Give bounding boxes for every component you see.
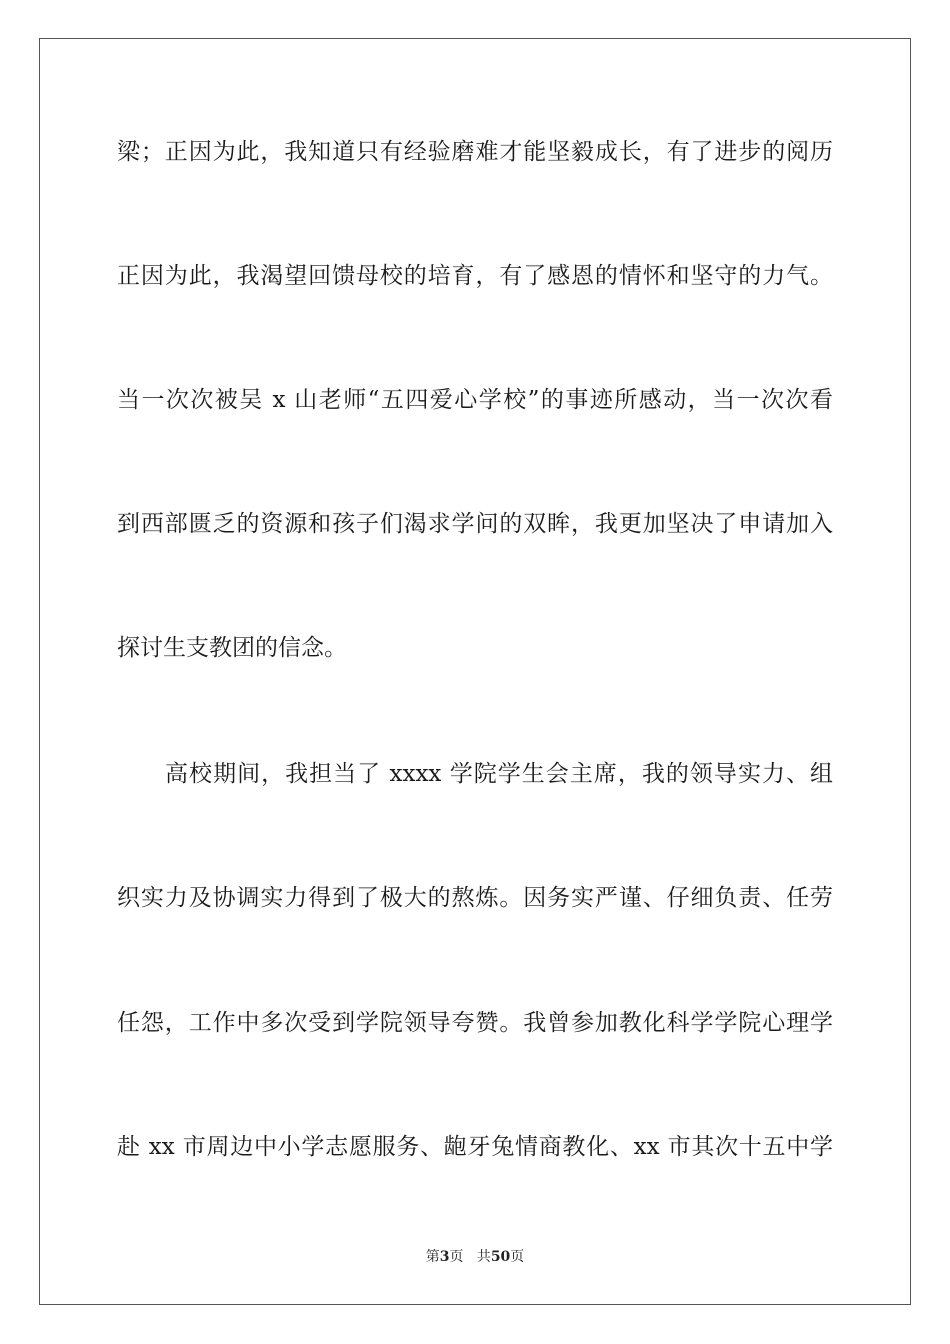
body-line-8: 任怨，工作中多次受到学院领导夸赞。我曾参加教化科学学院心理学 — [117, 1010, 833, 1036]
body-line-2: 正因为此，我渴望回馈母校的培育，有了感恩的情怀和坚守的力气。 — [117, 263, 833, 289]
footer-page-number: 3 — [439, 1249, 450, 1265]
footer-total-pages: 50 — [490, 1249, 511, 1265]
footer-page-suffix: 页 — [449, 1249, 464, 1265]
body-line-5: 探讨生支教团的信念。 — [117, 635, 347, 661]
footer-total-suffix: 页 — [510, 1249, 525, 1265]
body-line-7: 织实力及协调实力得到了极大的熬炼。因务实严谨、仔细负责、任劳 — [117, 885, 833, 911]
footer-prefix: 第 — [425, 1249, 440, 1265]
body-line-3: 当一次次被吴 x 山老师“五四爱心学校”的事迹所感动，当一次次看 — [117, 387, 833, 413]
body-line-6: 高校期间，我担当了 xxxx 学院学生会主席，我的领导实力、组 — [117, 761, 833, 787]
body-line-4: 到西部匮乏的资源和孩子们渴求学问的双眸，我更加坚决了申请加入 — [117, 511, 833, 537]
body-line-1: 梁；正因为此，我知道只有经验磨难才能坚毅成长，有了进步的阅历 — [117, 139, 833, 165]
footer-total-prefix: 共 — [476, 1249, 491, 1265]
page-border — [39, 38, 911, 1305]
body-line-9: 赴 xx 市周边中小学志愿服务、龅牙兔情商教化、xx 市其次十五中学 — [117, 1134, 833, 1160]
page-footer — [0, 1248, 950, 1266]
